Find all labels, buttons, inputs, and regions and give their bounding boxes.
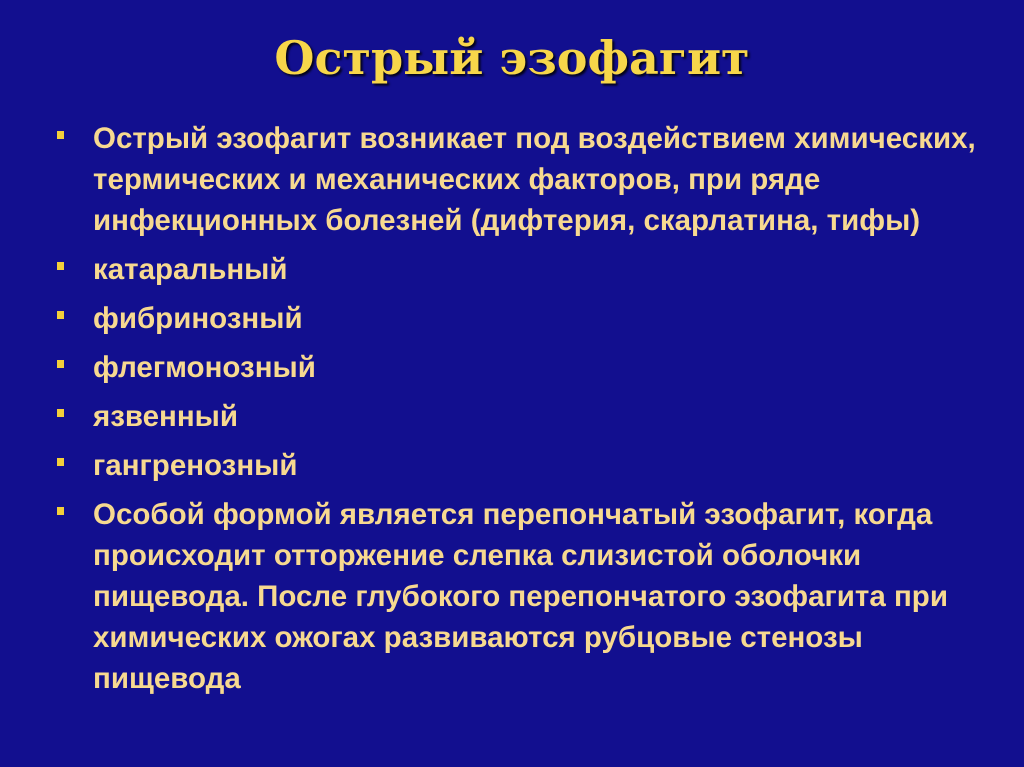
square-bullet-icon <box>57 262 64 270</box>
square-bullet-icon <box>57 507 64 515</box>
square-bullet-icon <box>57 360 64 368</box>
list-item <box>57 494 977 699</box>
list-item-text: катаральный <box>93 253 288 286</box>
list-item <box>57 249 977 290</box>
list-item-text: гангренозный <box>93 449 298 482</box>
square-bullet-icon <box>57 458 64 466</box>
square-bullet-icon <box>57 311 64 319</box>
list-item-text: флегмонозный <box>93 351 316 384</box>
square-bullet-icon <box>57 409 64 417</box>
list-item-text: язвенный <box>93 400 238 433</box>
bullet-list <box>57 118 977 707</box>
list-item-text: фибринозный <box>93 302 303 335</box>
list-item <box>57 118 977 241</box>
slide-title: Острый эзофагит <box>274 31 750 85</box>
list-item <box>57 298 977 339</box>
list-item-text: Особой формой является перепончатый эзофагит, когда происходит отторжение слепка слизистой оболочки пищевода. После глубокого перепончатого эзофагита при химических ожогах развиваются рубцовые стенозы пищевода <box>93 498 948 695</box>
list-item <box>57 445 977 486</box>
list-item-text: Острый эзофагит возникает под воздействием химических, термических и механических факторов, при ряде инфекционных болезней (дифтерия, скарлатина, тифы) <box>93 122 976 237</box>
square-bullet-icon <box>57 131 64 139</box>
list-item <box>57 347 977 388</box>
list-item <box>57 396 977 437</box>
